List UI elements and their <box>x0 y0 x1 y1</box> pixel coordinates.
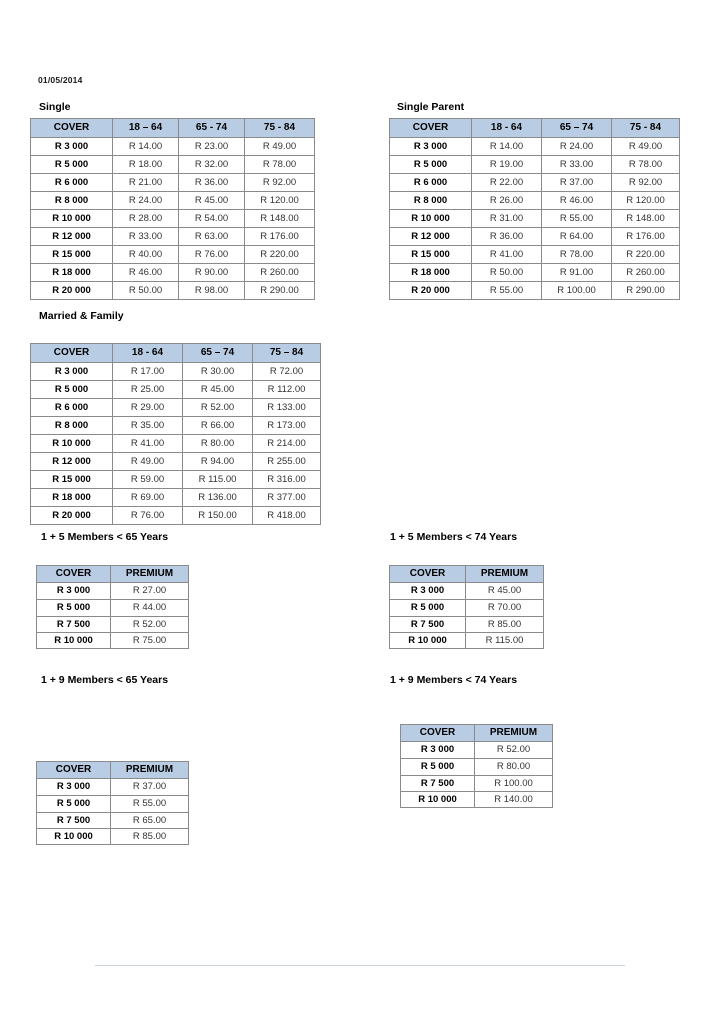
premium-cell: R 22.00 <box>472 174 542 192</box>
table-single-parent-wrapper <box>389 118 680 300</box>
premium-cell: R 72.00 <box>253 363 321 381</box>
premium-cell: R 80.00 <box>183 435 253 453</box>
cover-cell: R 12 000 <box>31 228 113 246</box>
table-row <box>390 210 680 228</box>
premium-cell: R 290.00 <box>245 282 315 300</box>
premium-cell: R 176.00 <box>245 228 315 246</box>
cover-cell: R 5 000 <box>31 381 113 399</box>
table-row <box>37 813 189 829</box>
column-header: 18 - 64 <box>113 344 183 363</box>
column-header: COVER <box>37 762 111 779</box>
table-row <box>390 192 680 210</box>
section-title-plus9-under65: 1 + 9 Members < 65 Years <box>41 674 169 686</box>
column-header: 18 – 64 <box>113 119 179 138</box>
cover-cell: R 12 000 <box>390 228 472 246</box>
table-header-row <box>37 566 189 583</box>
premium-cell: R 75.00 <box>111 633 189 649</box>
premium-cell: R 220.00 <box>245 246 315 264</box>
premium-cell: R 316.00 <box>253 471 321 489</box>
premium-cell: R 46.00 <box>542 192 612 210</box>
table-single-parent <box>389 118 680 300</box>
table-single-wrapper <box>30 118 315 300</box>
premium-cell: R 66.00 <box>183 417 253 435</box>
table-row <box>390 583 544 600</box>
premium-cell: R 50.00 <box>113 282 179 300</box>
section-title-married-family: Married & Family <box>39 310 124 322</box>
premium-cell: R 52.00 <box>183 399 253 417</box>
premium-cell: R 85.00 <box>111 829 189 845</box>
table-plus5-under65 <box>36 565 189 649</box>
table-row <box>401 742 553 759</box>
table-row <box>31 282 315 300</box>
premium-cell: R 176.00 <box>612 228 680 246</box>
column-header: PREMIUM <box>475 725 553 742</box>
cover-cell: R 8 000 <box>31 417 113 435</box>
premium-cell: R 76.00 <box>113 507 183 525</box>
premium-cell: R 100.00 <box>475 776 553 792</box>
premium-cell: R 36.00 <box>179 174 245 192</box>
column-header: COVER <box>31 344 113 363</box>
table-plus9-under74-wrapper <box>400 724 553 808</box>
premium-cell: R 17.00 <box>113 363 183 381</box>
premium-cell: R 30.00 <box>183 363 253 381</box>
table-row <box>390 617 544 633</box>
table-row <box>390 174 680 192</box>
table-row <box>31 471 321 489</box>
column-header: COVER <box>401 725 475 742</box>
premium-cell: R 32.00 <box>179 156 245 174</box>
premium-cell: R 54.00 <box>179 210 245 228</box>
section-title-plus5-under74: 1 + 5 Members < 74 Years <box>390 531 518 543</box>
cover-cell: R 20 000 <box>31 507 113 525</box>
cover-cell: R 10 000 <box>390 633 466 649</box>
premium-cell: R 220.00 <box>612 246 680 264</box>
premium-cell: R 418.00 <box>253 507 321 525</box>
premium-cell: R 55.00 <box>472 282 542 300</box>
premium-cell: R 52.00 <box>475 742 553 759</box>
premium-cell: R 14.00 <box>113 138 179 156</box>
premium-cell: R 100.00 <box>542 282 612 300</box>
table-row <box>31 435 321 453</box>
table-row <box>31 210 315 228</box>
table-row <box>31 156 315 174</box>
footer-divider <box>95 965 625 966</box>
cover-cell: R 10 000 <box>390 210 472 228</box>
column-header: 65 - 74 <box>179 119 245 138</box>
cover-cell: R 6 000 <box>31 174 113 192</box>
premium-cell: R 26.00 <box>472 192 542 210</box>
table-row <box>390 600 544 617</box>
cover-cell: R 5 000 <box>37 796 111 813</box>
premium-cell: R 49.00 <box>113 453 183 471</box>
premium-cell: R 115.00 <box>183 471 253 489</box>
premium-cell: R 150.00 <box>183 507 253 525</box>
premium-cell: R 290.00 <box>612 282 680 300</box>
table-row <box>31 246 315 264</box>
premium-cell: R 37.00 <box>542 174 612 192</box>
premium-cell: R 29.00 <box>113 399 183 417</box>
table-row <box>31 363 321 381</box>
table-row <box>390 633 544 649</box>
cover-cell: R 20 000 <box>31 282 113 300</box>
document-date: 01/05/2014 <box>38 75 83 85</box>
cover-cell: R 7 500 <box>37 813 111 829</box>
table-row <box>37 600 189 617</box>
column-header: PREMIUM <box>111 566 189 583</box>
premium-cell: R 173.00 <box>253 417 321 435</box>
premium-cell: R 24.00 <box>113 192 179 210</box>
premium-cell: R 45.00 <box>183 381 253 399</box>
cover-cell: R 5 000 <box>37 600 111 617</box>
cover-cell: R 3 000 <box>37 779 111 796</box>
table-row <box>31 381 321 399</box>
table-row <box>31 399 321 417</box>
premium-cell: R 33.00 <box>542 156 612 174</box>
cover-cell: R 3 000 <box>37 583 111 600</box>
premium-cell: R 18.00 <box>113 156 179 174</box>
cover-cell: R 8 000 <box>390 192 472 210</box>
premium-cell: R 41.00 <box>472 246 542 264</box>
premium-cell: R 91.00 <box>542 264 612 282</box>
table-row <box>31 228 315 246</box>
premium-cell: R 50.00 <box>472 264 542 282</box>
cover-cell: R 18 000 <box>31 489 113 507</box>
table-row <box>401 759 553 776</box>
premium-cell: R 78.00 <box>612 156 680 174</box>
table-plus5-under74 <box>389 565 544 649</box>
premium-cell: R 260.00 <box>612 264 680 282</box>
column-header: COVER <box>390 119 472 138</box>
premium-cell: R 377.00 <box>253 489 321 507</box>
table-row <box>390 228 680 246</box>
table-row <box>37 583 189 600</box>
section-title-single-parent: Single Parent <box>397 101 465 113</box>
cover-cell: R 7 500 <box>401 776 475 792</box>
table-header-row <box>401 725 553 742</box>
premium-cell: R 14.00 <box>472 138 542 156</box>
column-header: 75 - 84 <box>245 119 315 138</box>
table-row <box>401 776 553 792</box>
table-row <box>31 174 315 192</box>
premium-cell: R 69.00 <box>113 489 183 507</box>
premium-cell: R 120.00 <box>612 192 680 210</box>
table-plus9-under74 <box>400 724 553 808</box>
premium-cell: R 24.00 <box>542 138 612 156</box>
premium-cell: R 76.00 <box>179 246 245 264</box>
section-title-plus9-under74: 1 + 9 Members < 74 Years <box>390 674 518 686</box>
premium-cell: R 120.00 <box>245 192 315 210</box>
cover-cell: R 3 000 <box>390 138 472 156</box>
cover-cell: R 5 000 <box>390 600 466 617</box>
premium-cell: R 44.00 <box>111 600 189 617</box>
premium-cell: R 19.00 <box>472 156 542 174</box>
premium-cell: R 36.00 <box>472 228 542 246</box>
table-row <box>31 489 321 507</box>
cover-cell: R 7 500 <box>37 617 111 633</box>
premium-cell: R 94.00 <box>183 453 253 471</box>
premium-cell: R 23.00 <box>179 138 245 156</box>
cover-cell: R 6 000 <box>390 174 472 192</box>
column-header: 75 – 84 <box>253 344 321 363</box>
table-row <box>37 779 189 796</box>
cover-cell: R 18 000 <box>31 264 113 282</box>
column-header: 75 - 84 <box>612 119 680 138</box>
column-header: COVER <box>31 119 113 138</box>
table-header-row <box>37 762 189 779</box>
table-row <box>31 264 315 282</box>
table-header-row <box>31 119 315 138</box>
premium-cell: R 92.00 <box>245 174 315 192</box>
premium-cell: R 260.00 <box>245 264 315 282</box>
premium-cell: R 65.00 <box>111 813 189 829</box>
table-row <box>31 417 321 435</box>
premium-cell: R 140.00 <box>475 792 553 808</box>
cover-cell: R 15 000 <box>390 246 472 264</box>
premium-cell: R 45.00 <box>466 583 544 600</box>
column-header: PREMIUM <box>466 566 544 583</box>
table-row <box>390 138 680 156</box>
table-row <box>37 633 189 649</box>
premium-cell: R 55.00 <box>111 796 189 813</box>
premium-cell: R 148.00 <box>612 210 680 228</box>
table-row <box>390 246 680 264</box>
premium-cell: R 31.00 <box>472 210 542 228</box>
cover-cell: R 3 000 <box>31 138 113 156</box>
premium-cell: R 133.00 <box>253 399 321 417</box>
cover-cell: R 15 000 <box>31 471 113 489</box>
premium-cell: R 78.00 <box>245 156 315 174</box>
premium-cell: R 49.00 <box>245 138 315 156</box>
table-plus9-under65 <box>36 761 189 845</box>
premium-cell: R 25.00 <box>113 381 183 399</box>
table-married-family <box>30 343 321 525</box>
table-row <box>31 507 321 525</box>
premium-cell: R 41.00 <box>113 435 183 453</box>
table-row <box>37 796 189 813</box>
cover-cell: R 3 000 <box>401 742 475 759</box>
cover-cell: R 10 000 <box>31 210 113 228</box>
section-title-single: Single <box>39 101 71 113</box>
table-header-row <box>31 344 321 363</box>
table-row <box>37 617 189 633</box>
premium-cell: R 59.00 <box>113 471 183 489</box>
table-plus9-under65-wrapper <box>36 761 189 845</box>
premium-cell: R 112.00 <box>253 381 321 399</box>
premium-cell: R 136.00 <box>183 489 253 507</box>
cover-cell: R 10 000 <box>37 829 111 845</box>
cover-cell: R 12 000 <box>31 453 113 471</box>
cover-cell: R 5 000 <box>390 156 472 174</box>
premium-cell: R 28.00 <box>113 210 179 228</box>
premium-cell: R 49.00 <box>612 138 680 156</box>
premium-cell: R 115.00 <box>466 633 544 649</box>
table-row <box>37 829 189 845</box>
premium-cell: R 27.00 <box>111 583 189 600</box>
cover-cell: R 8 000 <box>31 192 113 210</box>
column-header: PREMIUM <box>111 762 189 779</box>
cover-cell: R 18 000 <box>390 264 472 282</box>
column-header: COVER <box>37 566 111 583</box>
premium-cell: R 55.00 <box>542 210 612 228</box>
cover-cell: R 5 000 <box>401 759 475 776</box>
premium-cell: R 46.00 <box>113 264 179 282</box>
premium-cell: R 78.00 <box>542 246 612 264</box>
premium-cell: R 70.00 <box>466 600 544 617</box>
column-header: 65 – 74 <box>542 119 612 138</box>
table-married-family-wrapper <box>30 343 321 525</box>
table-row <box>31 192 315 210</box>
table-single <box>30 118 315 300</box>
cover-cell: R 5 000 <box>31 156 113 174</box>
table-plus5-under65-wrapper <box>36 565 189 649</box>
premium-cell: R 214.00 <box>253 435 321 453</box>
cover-cell: R 10 000 <box>31 435 113 453</box>
table-row <box>390 282 680 300</box>
premium-cell: R 80.00 <box>475 759 553 776</box>
cover-cell: R 10 000 <box>401 792 475 808</box>
table-row <box>31 138 315 156</box>
premium-cell: R 33.00 <box>113 228 179 246</box>
table-row <box>31 453 321 471</box>
section-title-plus5-under65: 1 + 5 Members < 65 Years <box>41 531 169 543</box>
premium-cell: R 37.00 <box>111 779 189 796</box>
table-row <box>390 156 680 174</box>
table-header-row <box>390 119 680 138</box>
premium-cell: R 63.00 <box>179 228 245 246</box>
premium-cell: R 85.00 <box>466 617 544 633</box>
cover-cell: R 3 000 <box>31 363 113 381</box>
column-header: 65 – 74 <box>183 344 253 363</box>
premium-cell: R 40.00 <box>113 246 179 264</box>
table-header-row <box>390 566 544 583</box>
cover-cell: R 7 500 <box>390 617 466 633</box>
column-header: 18 - 64 <box>472 119 542 138</box>
premium-cell: R 45.00 <box>179 192 245 210</box>
cover-cell: R 10 000 <box>37 633 111 649</box>
premium-cell: R 35.00 <box>113 417 183 435</box>
premium-cell: R 92.00 <box>612 174 680 192</box>
premium-cell: R 90.00 <box>179 264 245 282</box>
premium-cell: R 21.00 <box>113 174 179 192</box>
premium-cell: R 98.00 <box>179 282 245 300</box>
column-header: COVER <box>390 566 466 583</box>
table-row <box>390 264 680 282</box>
cover-cell: R 20 000 <box>390 282 472 300</box>
premium-cell: R 148.00 <box>245 210 315 228</box>
premium-cell: R 255.00 <box>253 453 321 471</box>
table-plus5-under74-wrapper <box>389 565 544 649</box>
premium-cell: R 64.00 <box>542 228 612 246</box>
cover-cell: R 15 000 <box>31 246 113 264</box>
cover-cell: R 3 000 <box>390 583 466 600</box>
premium-cell: R 52.00 <box>111 617 189 633</box>
table-row <box>401 792 553 808</box>
cover-cell: R 6 000 <box>31 399 113 417</box>
